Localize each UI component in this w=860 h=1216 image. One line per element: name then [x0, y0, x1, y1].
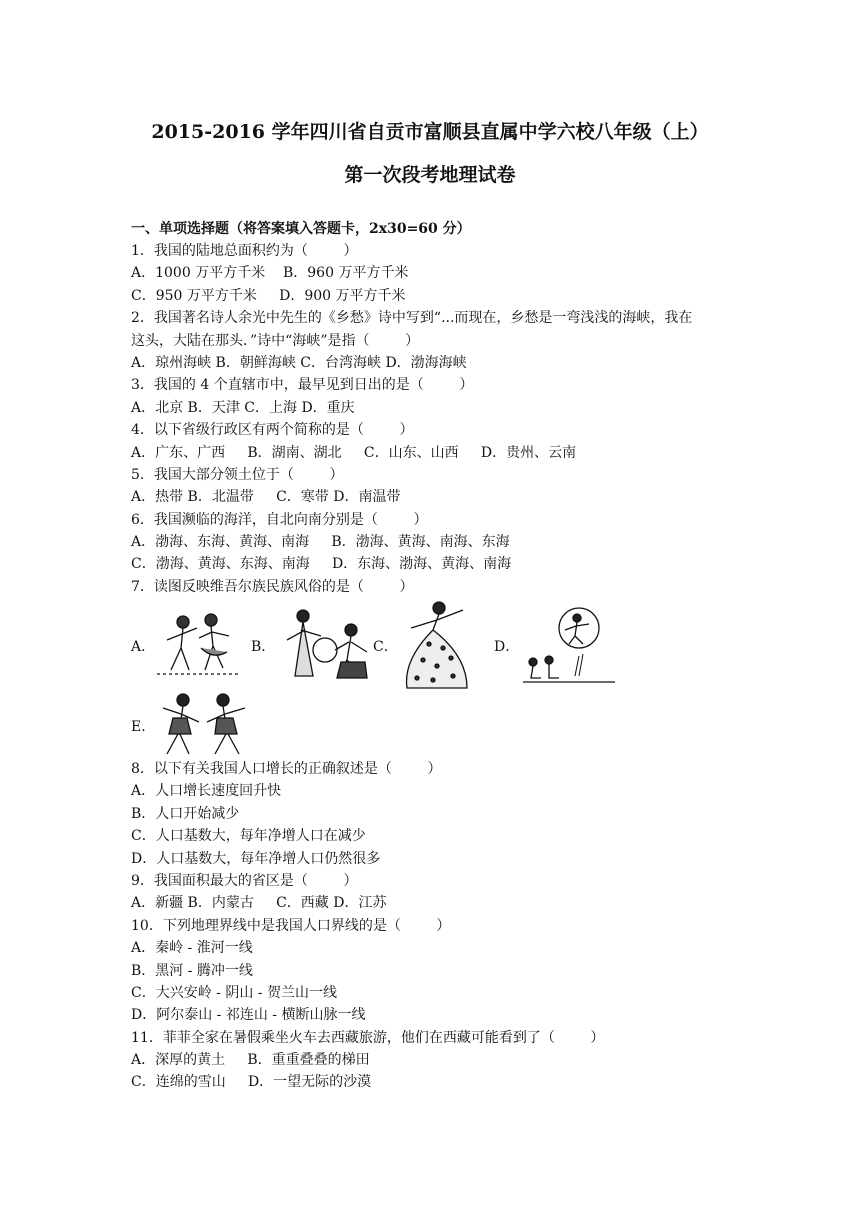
option-line: A．秦岭 - 淮河一线 [131, 940, 253, 957]
option-c-label: C． [373, 639, 398, 655]
exam-title-line2: 第一次段考地理试卷 [344, 164, 516, 186]
question-line: 这头，大陆在那头．”诗中“海峡”是指（ ） [131, 332, 420, 349]
option-line: A．1000 万平方千米 B．960 万平方千米 [131, 265, 409, 282]
question-line: 8．以下有关我国人口增长的正确叙述是（ ） [131, 761, 442, 777]
dance-illustration-d-icon [519, 606, 619, 688]
dance-illustration-e-icon [153, 692, 253, 758]
option-line: A．北京 B．天津 C．上海 D．重庆 [131, 399, 355, 416]
option-d-label: D． [494, 639, 520, 655]
question-line: 1．我国的陆地总面积约为（ ） [131, 243, 358, 259]
question-line: 5．我国大部分领土位于（ ） [131, 466, 344, 483]
option-line: A．人口增长速度回升快 [131, 783, 282, 800]
option-line: A．热带 B．北温带 C．寒带 D．南温带 [131, 489, 401, 506]
dance-illustration-b-icon [271, 606, 381, 688]
option-line: C．连绵的雪山 D．一望无际的沙漠 [131, 1074, 372, 1091]
option-a-label: A． [131, 639, 156, 655]
question-line: 6．我国濒临的海洋，自北向南分别是（ ） [131, 511, 428, 528]
option-line: A．新疆 B．内蒙古 C．西藏 D．江苏 [131, 895, 387, 912]
question-line: 3．我国的 4 个直辖市中，最早见到日出的是（ ） [131, 377, 474, 394]
option-line: A．广东、广西 B．湖南、湖北 C．山东、山西 D．贵州、云南 [131, 444, 577, 461]
question-line: 10．下列地理界线中是我国人口界线的是（ ） [131, 917, 451, 934]
option-line: B．人口开始减少 [131, 805, 240, 822]
option-line: D．阿尔泰山 - 祁连山 - 横断山脉一线 [131, 1007, 366, 1024]
question-line: 7．读图反映维吾尔族民族风俗的是（ ） [131, 578, 414, 595]
option-line: C．大兴安岭 - 阴山 - 贺兰山一线 [131, 984, 337, 1001]
questions-block-2 [131, 758, 741, 1094]
option-e-label: E． [131, 719, 156, 735]
question-line: 2．我国著名诗人余光中先生的《乡愁》诗中写到“...而现在，乡愁是一弯浅浅的海峡，我在 [131, 310, 693, 327]
dance-illustration-c-icon [393, 600, 483, 692]
option-line: A．渤海、东海、黄海、南海 B．渤海、黄海、南海、东海 [131, 534, 510, 551]
question-line: 9．我国面积最大的省区是（ ） [131, 872, 358, 889]
questions-block-1 [131, 240, 741, 598]
question-line: 4．以下省级行政区有两个简称的是（ ） [131, 422, 414, 439]
option-line: C．人口基数大，每年净增人口在减少 [131, 828, 366, 845]
option-line: A．琼州海峡 B．朝鲜海峡 C．台湾海峡 D．渤海海峡 [131, 354, 467, 371]
option-line: C．渤海、黄海、东海、南海 D．东海、渤海、黄海、南海 [131, 556, 512, 573]
q7-image-options [131, 600, 731, 700]
exam-title-line1: 2015-2016 学年四川省自贡市富顺县直属中学六校八年级（上） [151, 121, 709, 143]
dance-illustration-a-icon [153, 608, 243, 680]
option-line: C．950 万平方千米 D．900 万平方千米 [131, 287, 406, 304]
option-b-label: B． [251, 639, 276, 655]
section-heading: 一、单项选择题（将答案填入答题卡，2x30=60 分） [131, 221, 471, 237]
option-line: A．深厚的黄土 B．重重叠叠的梯田 [131, 1052, 370, 1069]
question-line: 11．菲菲全家在暑假乘坐火车去西藏旅游，他们在西藏可能看到了（ ） [131, 1029, 605, 1046]
q7-image-options-row2 [131, 692, 331, 762]
option-line: B．黑河 - 腾冲一线 [131, 962, 253, 979]
option-line: D．人口基数大，每年净增人口仍然很多 [131, 850, 381, 867]
